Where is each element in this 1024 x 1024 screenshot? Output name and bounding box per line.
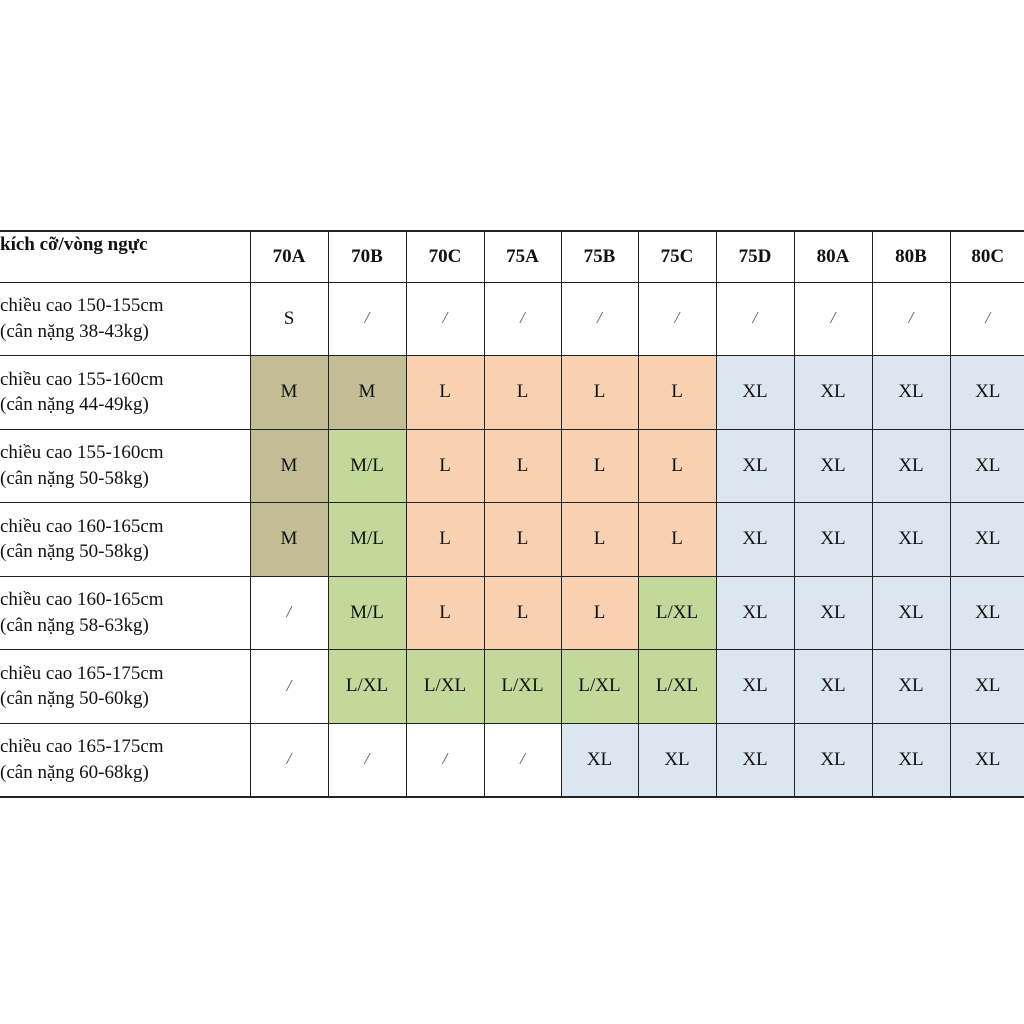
height-range: chiều cao 165-175cm xyxy=(0,662,164,684)
table-row xyxy=(0,650,1024,724)
size-cell: XL xyxy=(794,503,872,577)
column-header-80b: 80B xyxy=(872,231,950,282)
size-cell: XL xyxy=(950,723,1024,797)
size-cell: L xyxy=(406,576,484,650)
size-cell: L xyxy=(406,429,484,503)
size-cell: L/XL xyxy=(484,650,561,724)
table-row xyxy=(0,503,1024,577)
weight-range: (cân nặng 44-49kg) xyxy=(0,394,149,416)
size-cell: XL xyxy=(794,356,872,430)
size-chart-body xyxy=(0,231,1024,797)
size-cell: / xyxy=(484,723,561,797)
size-cell: L xyxy=(406,356,484,430)
size-cell: L xyxy=(406,503,484,577)
size-cell: L/XL xyxy=(328,650,406,724)
weight-range: (cân nặng 50-58kg) xyxy=(0,467,149,489)
row-label xyxy=(0,356,250,430)
size-cell: L xyxy=(638,503,716,577)
size-cell: L xyxy=(638,356,716,430)
size-cell: XL xyxy=(872,503,950,577)
size-chart-table xyxy=(0,230,1024,798)
size-cell: M/L xyxy=(328,429,406,503)
size-cell: XL xyxy=(716,576,794,650)
size-cell: L xyxy=(484,429,561,503)
height-range: chiều cao 165-175cm xyxy=(0,735,164,757)
size-cell: XL xyxy=(638,723,716,797)
size-cell: XL xyxy=(794,429,872,503)
height-range: chiều cao 150-155cm xyxy=(0,295,164,317)
size-cell: / xyxy=(250,576,328,650)
size-cell: XL xyxy=(950,576,1024,650)
table-row xyxy=(0,429,1024,503)
size-cell: L xyxy=(561,356,638,430)
table-row xyxy=(0,723,1024,797)
size-cell: / xyxy=(484,282,561,356)
size-cell: L xyxy=(484,356,561,430)
column-header-80a: 80A xyxy=(794,231,872,282)
size-cell: / xyxy=(406,723,484,797)
weight-range: (cân nặng 58-63kg) xyxy=(0,614,149,636)
size-cell: / xyxy=(328,723,406,797)
size-cell: / xyxy=(406,282,484,356)
size-cell: M xyxy=(328,356,406,430)
size-cell: L xyxy=(561,576,638,650)
size-cell: XL xyxy=(950,429,1024,503)
size-cell: XL xyxy=(716,650,794,724)
size-cell: XL xyxy=(872,723,950,797)
column-header-75d: 75D xyxy=(716,231,794,282)
size-cell: M xyxy=(250,356,328,430)
size-cell: XL xyxy=(716,503,794,577)
size-cell: L xyxy=(484,576,561,650)
size-cell: L/XL xyxy=(638,650,716,724)
size-cell: / xyxy=(638,282,716,356)
size-cell: L/XL xyxy=(561,650,638,724)
size-cell: / xyxy=(872,282,950,356)
size-cell: L xyxy=(561,503,638,577)
column-header-70a: 70A xyxy=(250,231,328,282)
size-cell: / xyxy=(716,282,794,356)
height-range: chiều cao 160-165cm xyxy=(0,589,164,611)
header-row xyxy=(0,231,1024,282)
size-cell: XL xyxy=(950,503,1024,577)
height-range: chiều cao 160-165cm xyxy=(0,515,164,537)
size-cell: XL xyxy=(872,576,950,650)
table-row xyxy=(0,356,1024,430)
column-header-70b: 70B xyxy=(328,231,406,282)
size-cell: XL xyxy=(794,650,872,724)
size-cell: / xyxy=(794,282,872,356)
size-cell: / xyxy=(250,650,328,724)
size-cell: L xyxy=(484,503,561,577)
size-cell: M xyxy=(250,429,328,503)
size-cell: L/XL xyxy=(406,650,484,724)
column-header-75c: 75C xyxy=(638,231,716,282)
size-cell: XL xyxy=(950,650,1024,724)
size-cell: S xyxy=(250,282,328,356)
size-cell: M/L xyxy=(328,576,406,650)
size-cell: / xyxy=(561,282,638,356)
size-cell: XL xyxy=(872,429,950,503)
size-cell: XL xyxy=(872,650,950,724)
table-row xyxy=(0,576,1024,650)
weight-range: (cân nặng 38-43kg) xyxy=(0,320,149,342)
size-cell: XL xyxy=(716,356,794,430)
size-cell: M/L xyxy=(328,503,406,577)
size-cell: XL xyxy=(561,723,638,797)
column-header-70c: 70C xyxy=(406,231,484,282)
column-header-80c: 80C xyxy=(950,231,1024,282)
size-cell: / xyxy=(250,723,328,797)
table-row xyxy=(0,282,1024,356)
row-label xyxy=(0,650,250,724)
height-range: chiều cao 155-160cm xyxy=(0,368,164,390)
row-label xyxy=(0,723,250,797)
row-label xyxy=(0,429,250,503)
size-cell: XL xyxy=(794,576,872,650)
size-cell: L/XL xyxy=(638,576,716,650)
corner-label: kích cỡ/vòng ngực xyxy=(0,231,250,282)
size-cell: XL xyxy=(872,356,950,430)
weight-range: (cân nặng 50-58kg) xyxy=(0,541,149,563)
size-cell: M xyxy=(250,503,328,577)
size-cell: XL xyxy=(794,723,872,797)
size-cell: L xyxy=(638,429,716,503)
column-header-75a: 75A xyxy=(484,231,561,282)
size-cell: L xyxy=(561,429,638,503)
row-label xyxy=(0,503,250,577)
size-cell: XL xyxy=(716,429,794,503)
weight-range: (cân nặng 60-68kg) xyxy=(0,761,149,783)
column-header-75b: 75B xyxy=(561,231,638,282)
row-label xyxy=(0,282,250,356)
size-cell: XL xyxy=(716,723,794,797)
height-range: chiều cao 155-160cm xyxy=(0,442,164,464)
size-cell: / xyxy=(328,282,406,356)
size-cell: / xyxy=(950,282,1024,356)
size-cell: XL xyxy=(950,356,1024,430)
row-label xyxy=(0,576,250,650)
weight-range: (cân nặng 50-60kg) xyxy=(0,688,149,710)
